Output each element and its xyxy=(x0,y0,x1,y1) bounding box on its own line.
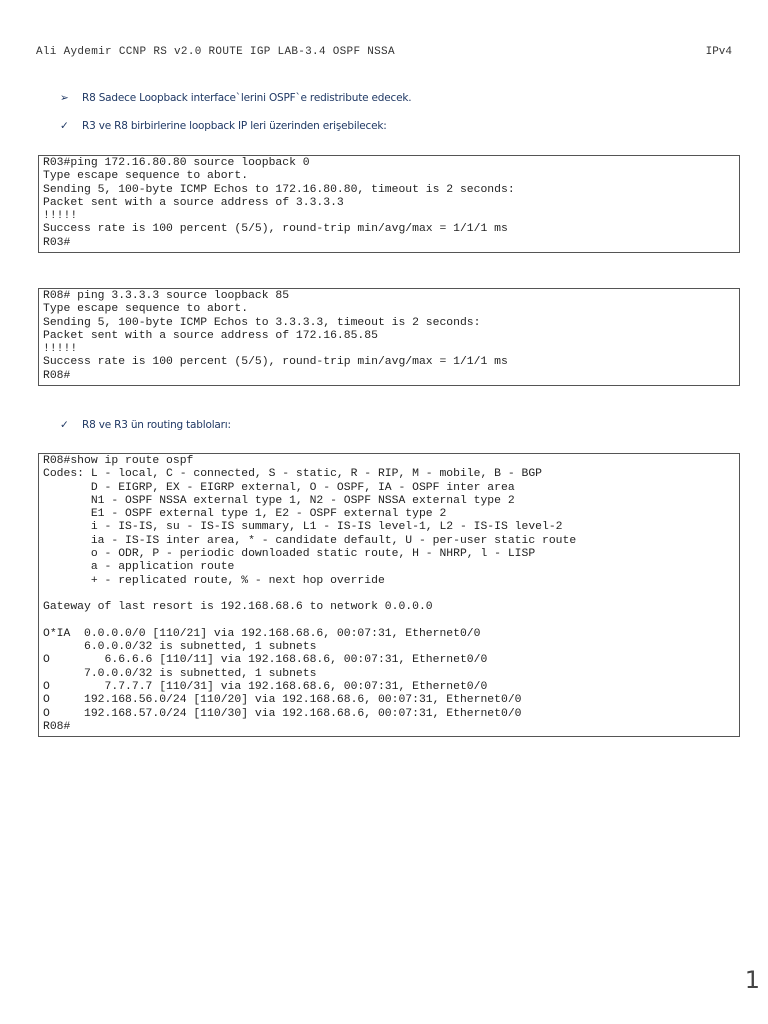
cli-line: o - ODR, P - periodic downloaded static route, H - NHRP, l - LISP xyxy=(43,548,536,561)
cli-output-ping-r08 xyxy=(38,288,740,386)
cli-line: Gateway of last resort is 192.168.68.6 to network 0.0.0.0 xyxy=(43,601,433,614)
arrow-bullet-icon: ➢ xyxy=(60,92,69,104)
bullet-text: R8 Sadece Loopback interface`lerini OSPF`e redistribute edecek. xyxy=(82,92,412,104)
bullet-item xyxy=(60,419,231,431)
checkmark-bullet-icon: ✓ xyxy=(60,419,69,431)
cli-line: E1 - OSPF external type 1, E2 - OSPF external type 2 xyxy=(43,508,447,521)
cli-line: R08# xyxy=(43,720,71,733)
document-header-title: Ali Aydemir CCNP RS v2.0 ROUTE IGP LAB-3.4 OSPF NSSA xyxy=(36,46,395,58)
cli-line: O 7.7.7.7 [110/31] via 192.168.68.6, 00:07:31, Ethernet0/0 xyxy=(43,681,488,694)
page-number: 1 xyxy=(744,966,760,994)
bullet-text: R3 ve R8 birbirlerine loopback IP leri üzerinden erişebilecek: xyxy=(82,120,387,132)
cli-line: !!!!! xyxy=(43,343,78,356)
cli-line: R03#ping 172.16.80.80 source loopback 0 xyxy=(43,157,310,169)
bullet-text: R8 ve R3 ün routing tabloları: xyxy=(82,419,231,431)
cli-line: i - IS-IS, su - IS-IS summary, L1 - IS-IS level-1, L2 - IS-IS level-2 xyxy=(43,521,563,534)
cli-line: Packet sent with a source address of 3.3.3.3 xyxy=(43,196,344,209)
cli-line: 6.0.0.0/32 is subnetted, 1 subnets xyxy=(43,641,317,654)
cli-line: !!!!! xyxy=(43,210,78,223)
cli-line: R03# xyxy=(43,236,71,249)
cli-line: R08# xyxy=(43,369,71,382)
cli-line: Sending 5, 100-byte ICMP Echos to 3.3.3.3, timeout is 2 seconds: xyxy=(43,316,481,329)
cli-line: Codes: L - local, C - connected, S - static, R - RIP, M - mobile, B - BGP xyxy=(43,468,542,481)
cli-line: Type escape sequence to abort. xyxy=(43,303,249,316)
cli-line: Success rate is 100 percent (5/5), round-trip min/avg/max = 1/1/1 ms xyxy=(43,223,508,236)
cli-output-ping-r03 xyxy=(38,155,740,253)
cli-line: O 6.6.6.6 [110/11] via 192.168.68.6, 00:07:31, Ethernet0/0 xyxy=(43,654,488,667)
bullet-item xyxy=(60,92,411,104)
cli-line xyxy=(43,588,735,601)
cli-line: R08# ping 3.3.3.3 source loopback 85 xyxy=(43,290,290,302)
cli-line: 7.0.0.0/32 is subnetted, 1 subnets xyxy=(43,667,317,680)
cli-line: ia - IS-IS inter area, * - candidate default, U - per-user static route xyxy=(43,534,577,547)
cli-line: O*IA 0.0.0.0/0 [110/21] via 192.168.68.6, 00:07:31, Ethernet0/0 xyxy=(43,627,481,640)
cli-line: N1 - OSPF NSSA external type 1, N2 - OSPF NSSA external type 2 xyxy=(43,494,515,507)
cli-line: Success rate is 100 percent (5/5), round-trip min/avg/max = 1/1/1 ms xyxy=(43,356,508,369)
document-header-tag: IPv4 xyxy=(705,46,732,58)
cli-line: Packet sent with a source address of 172.16.85.85 xyxy=(43,329,378,342)
cli-output-route-table xyxy=(38,453,740,737)
cli-line: O 192.168.56.0/24 [110/20] via 192.168.68.6, 00:07:31, Ethernet0/0 xyxy=(43,694,522,707)
cli-line: Type escape sequence to abort. xyxy=(43,170,249,183)
cli-line: + - replicated route, % - next hop override xyxy=(43,574,385,587)
cli-line xyxy=(43,615,735,628)
cli-line: Sending 5, 100-byte ICMP Echos to 172.16.80.80, timeout is 2 seconds: xyxy=(43,183,515,196)
cli-line: R08#show ip route ospf xyxy=(43,455,194,467)
cli-line: a - application route xyxy=(43,561,235,574)
cli-line: O 192.168.57.0/24 [110/30] via 192.168.68.6, 00:07:31, Ethernet0/0 xyxy=(43,707,522,720)
cli-line: D - EIGRP, EX - EIGRP external, O - OSPF, IA - OSPF inter area xyxy=(43,481,515,494)
checkmark-bullet-icon: ✓ xyxy=(60,120,69,132)
bullet-item xyxy=(60,120,387,132)
